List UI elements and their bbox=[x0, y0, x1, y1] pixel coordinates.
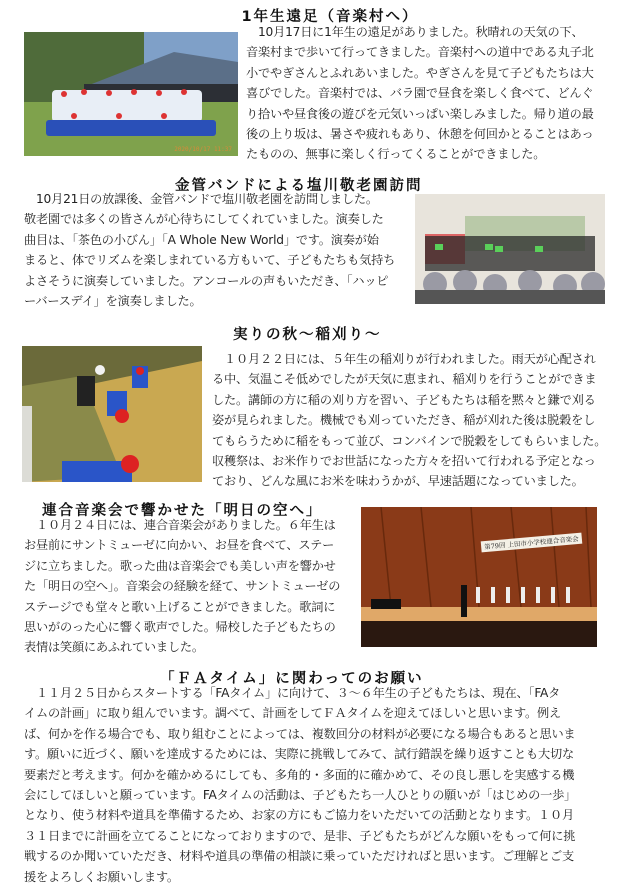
text-line: 敬老園では多くの皆さんが心待ちにしてくれていました。演奏した bbox=[24, 212, 384, 227]
section-body-rice-harvest bbox=[212, 349, 627, 492]
text-line: ステージでも堂々と歌い上げることができました。歌詞に bbox=[24, 599, 336, 614]
photo-field-trip bbox=[24, 32, 238, 156]
text-line: す。願いに近づく、願いを達成するためには、実際に挑戦してみて、試行錯誤を繰り返すことも大切な bbox=[24, 747, 574, 762]
section-title-music-festival: 連合音楽会で響かせた「明日の空へ」 bbox=[42, 503, 323, 519]
text-line: 10月21日の放課後、金管バンドで塩川敬老園を訪問しました。 bbox=[24, 192, 378, 206]
text-line: てもらうために稲をもって並び、コンバインで脱穀をしてもらいました。 bbox=[212, 433, 607, 448]
text-line: した。講師の方に稲の刈り方を習い、子どもたちは稲を黙々と鎌で刈る bbox=[212, 392, 596, 407]
photo-rice-harvest bbox=[22, 346, 202, 482]
text-line: お昼前にサントミューゼに向かい、お昼を食べて、ステー bbox=[24, 538, 335, 553]
text-line: ーバースデイ」を演奏しました。 bbox=[24, 294, 202, 309]
photo-music-festival bbox=[361, 507, 597, 647]
text-line: 曲目は、「茶色の小びん」「A Whole New World」です。演奏が始 bbox=[24, 232, 379, 247]
text-line: 思いがのった心に響く歌声でした。帰校した子どもたちの bbox=[24, 620, 336, 635]
text-line: 小でやぎさんとふれあいました。やぎさんを見て子どもたちは大 bbox=[246, 65, 594, 80]
text-line: たものの、無事に楽しく行ってくることができました。 bbox=[246, 147, 546, 162]
text-line: 収穫祭は、お米作りでお世話になった方々を招いて行われる予定となっ bbox=[212, 454, 596, 469]
text-line: １０月２２日には、５年生の稲刈りが行われました。雨天が心配され bbox=[212, 352, 596, 366]
photo-banner: 第79回 上田市小学校連合音楽会 bbox=[481, 533, 582, 553]
text-line: となり、使う材料や道具を準備するため、お家の方にもご協力をいただいての活動となります。１０月 bbox=[24, 808, 574, 823]
section-title-field-trip: 1年生遠足（音楽村へ） bbox=[241, 9, 419, 25]
text-line: ており、どんな風にお米を味わうかが、早速話題になっていました。 bbox=[212, 474, 584, 489]
text-line: 後の上り坂は、暑さや疲れもあり、休憩を何回かとることはあっ bbox=[246, 127, 594, 142]
text-line: 戦するのか聞いていただき、材料や道具の準備の相談に乗っていただければと思います。ご理解とご支 bbox=[24, 849, 574, 864]
photo-brass-band bbox=[415, 194, 605, 304]
text-line: 姿が見られました。機械でも刈っていただき、稲が刈れた後は脱穀をし bbox=[212, 413, 596, 428]
section-title-fa-time: 「ＦＡタイム」に関わってのお願い bbox=[160, 671, 424, 687]
text-line: イムの計画」に取り組んでいます。調べて、計画をしてＦＡタイムを迎えてほしいと思います。例え bbox=[24, 706, 561, 721]
text-line: ジに立ちました。歌った曲は音楽会でも美しい声を響かせ bbox=[24, 558, 336, 573]
section-title-brass-band: 金管バンドによる塩川敬老園訪問 bbox=[175, 178, 423, 194]
text-line: １０月２４日には、連合音楽会がありました。６年生は bbox=[24, 518, 336, 532]
text-line: 表情は笑顔にあふれていました。 bbox=[24, 640, 204, 655]
text-line: 会にしてほしいと願っています。FAタイムの活動は、子どもたち一人ひとりの願いが「はじめの一歩」 bbox=[24, 788, 577, 803]
text-line: よさそうに演奏していました。アンコールの声もいただき、「ハッピ bbox=[24, 273, 389, 288]
photo-timestamp: 2020/10/17 11:37 bbox=[174, 146, 232, 153]
text-line: る中、気温こそ低めでしたが天気に恵まれ、稲刈りを行うことができま bbox=[212, 372, 597, 387]
text-line: 援をよろしくお願いします。 bbox=[24, 869, 179, 884]
text-line: り拾いや昼食後の遊びを元気いっぱい楽しみました。帰り道の最 bbox=[246, 106, 594, 121]
text-line: た「明日の空へ」。音楽会の経験を経て、サントミューゼの bbox=[24, 579, 341, 594]
section-body-brass-band bbox=[24, 189, 408, 311]
section-body-music-festival bbox=[24, 515, 354, 658]
section-body-field-trip bbox=[246, 22, 626, 165]
text-line: ば、何かを作る場合でも、取り組むことによっては、複数回分の材料が必要になる場合もあると思いま bbox=[24, 726, 576, 741]
text-line: 要素だと考えます。何かを確かめるにしても、多角的・多面的に確かめて、その良し悪しを実感する機 bbox=[24, 767, 575, 782]
section-title-rice-harvest: 実りの秋～稲刈り～ bbox=[233, 327, 382, 343]
text-line: １１月２５日からスタートする「FAタイム」に向けて、３～６年生の子どもたちは、現在、「FAタ bbox=[24, 686, 561, 700]
text-line: 音楽村まで歩いて行ってきました。音楽村への道中である丸子北 bbox=[246, 45, 594, 60]
text-line: ３１日までに計画を立てることになっておりますので、是非、子どもたちがどんな願いをもって何に挑 bbox=[24, 828, 576, 843]
section-body-fa-time bbox=[24, 683, 624, 887]
text-line: 10月17日に1年生の遠足がありました。秋晴れの天気の下、 bbox=[246, 25, 584, 39]
text-line: まると、体でリズムを楽しまれている方もいて、子どもたちも気持ち bbox=[24, 253, 396, 268]
text-line: 喜びでした。音楽村では、バラ園で昼食を楽しく食べて、どんぐ bbox=[246, 86, 594, 101]
